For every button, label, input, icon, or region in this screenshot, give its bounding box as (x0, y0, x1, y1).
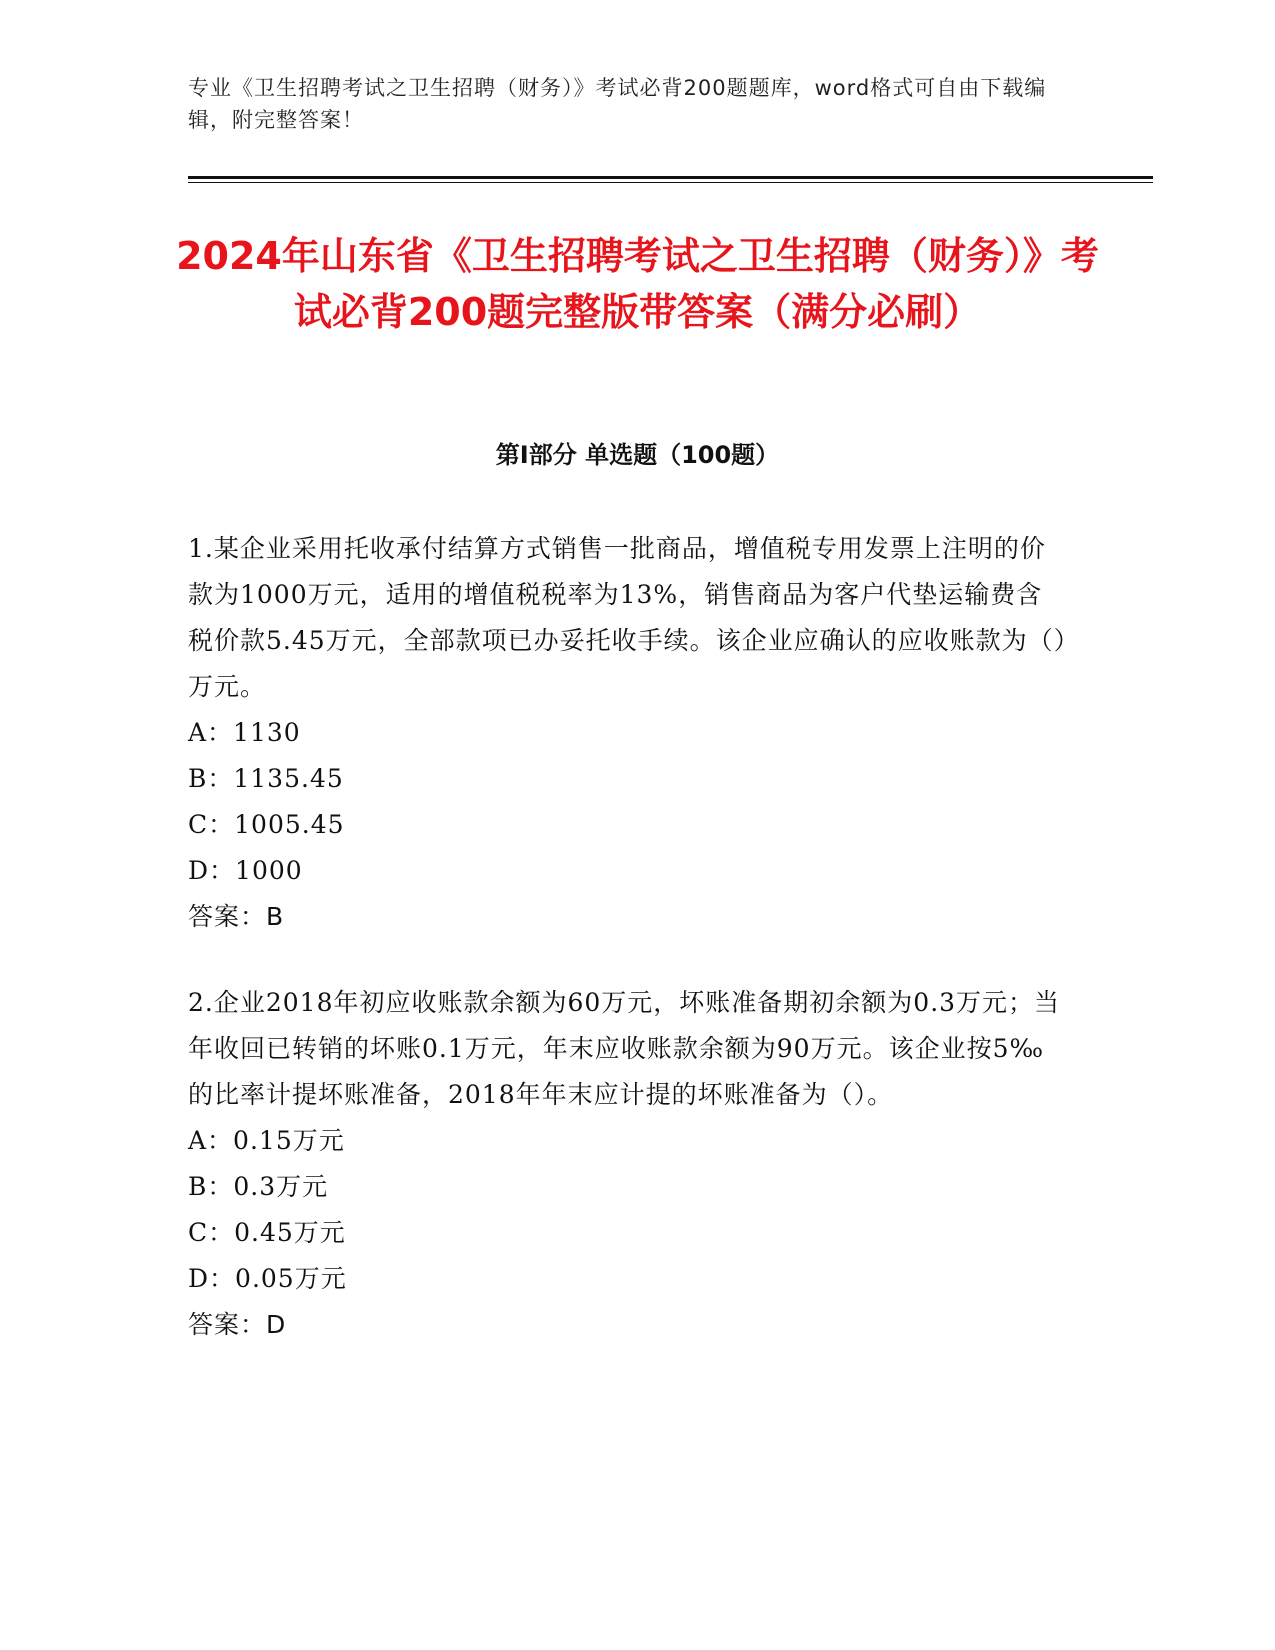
document-title: 2024年山东省《卫生招聘考试之卫生招聘（财务）》考试必背200题完整版带答案（满分必刷） (176, 234, 1099, 334)
answer: 答案：D (188, 1310, 287, 1339)
option-a: A：0.15万元 (188, 1126, 345, 1155)
option-c: C：1005.45 (188, 810, 345, 839)
section-title: 第I部分 单选题（100题） (495, 441, 780, 469)
answer: 答案：B (188, 902, 285, 931)
question-stem: 1.某企业采用托收承付结算方式销售一批商品，增值税专用发票上注明的价款为1000万元，适用的增值税税率为13%，销售商品为客户代垫运输费含税价款5.45万元，全部款项已办妥托收手续。该企业应确认的应收账款为（）万元。 (188, 534, 1068, 701)
option-c: C：0.45万元 (188, 1218, 346, 1247)
option-a: A：1130 (188, 718, 301, 747)
header-note: 专业《卫生招聘考试之卫生招聘（财务）》考试必背200题题库，word格式可自由下载编辑，附完整答案！ (188, 76, 1047, 132)
question-stem: 2.企业2018年初应收账款余额为60万元，坏账准备期初余额为0.3万元；当年收回已转销的坏账0.1万元，年末应收账款余额为90万元。该企业按5‰的比率计提坏账准备，2018年年末应计提的坏账准备为（）。 (188, 988, 1061, 1109)
option-b: B：0.3万元 (188, 1172, 329, 1201)
header-rule-thick (188, 176, 1153, 179)
option-d: D：0.05万元 (188, 1264, 347, 1293)
header-rule-thin (188, 182, 1153, 183)
option-b: B：1135.45 (188, 764, 344, 793)
question-1 (188, 526, 1068, 940)
question-2 (188, 980, 1068, 1348)
option-d: D：1000 (188, 856, 303, 885)
